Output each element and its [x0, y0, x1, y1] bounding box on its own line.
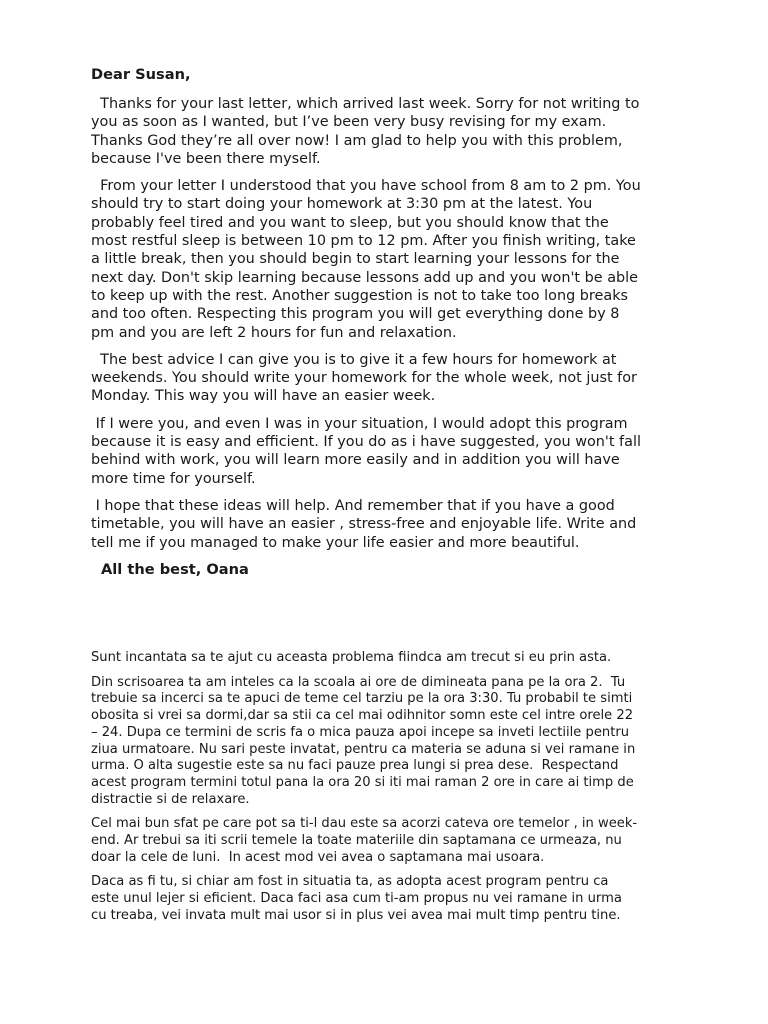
ro-paragraph-if-i-were-you: Daca as fi tu, si chiar am fost in situatia ta, as adopta acest program pentru ca este unul lejer si eficient. Daca faci asa cum ti-am propus nu vei ramane in urma cu treaba, vei invata mult mai usor si in plus vei avea mai mult timp pentru tine.	[91, 874, 622, 923]
paragraph-if-i-were-you: If I were you, and even I was in your situation, I would adopt this program because it is easy and efficient. If you do as i have suggested, you won't fall behind with work, you will learn more easily and in addition you will have more time for yourself.	[91, 415, 641, 487]
paragraph-weekend-advice: The best advice I can give you is to give it a few hours for homework at weekends. You should write your homework for the whole week, not just for Monday. This way you will have an easier week.	[91, 351, 637, 405]
salutation: Dear Susan,	[91, 66, 191, 83]
english-letter	[91, 66, 691, 579]
signoff: All the best, Oana	[101, 560, 249, 578]
paragraph-schedule: From your letter I understood that you have school from 8 am to 2 pm. You should try to start doing your homework at 3:30 pm at the latest. You probably feel tired and you want to sleep, but you should know that the most restful sleep is between 10 pm to 12 pm. After you finish writing, take a little break, then you should begin to start learning your lessons for the next day. Don't skip learning because lessons add up and you won't be able to keep up with the rest. Another suggestion is not to take too long breaks and too often. Respecting this program you will get everything done by 8 pm and you are left 2 hours for fun and relaxation.	[91, 178, 641, 341]
romanian-letter	[91, 650, 691, 933]
ro-paragraph-intro: Sunt incantata sa te ajut cu aceasta problema fiindca am trecut si eu prin asta.	[91, 650, 612, 665]
paragraph-thanks: Thanks for your last letter, which arrived last week. Sorry for not writing to you as soon as I wanted, but I’ve been very busy revising for my exam. Thanks God they’re all over now! I am glad to help you with this problem, because I've been there myself.	[91, 96, 640, 167]
ro-paragraph-schedule: Din scrisoarea ta am inteles ca la scoala ai ore de dimineata pana pe la ora 2. Tu trebuie sa incerci sa te apuci de teme cel tarziu pe la ora 3:30. Tu probabil te simti obosita si vrei sa dormi,dar sa stii ca cel mai odihnitor somn este cel intre orele 22 – 24. Dupa ce termini de scris fa o mica pauza apoi incepe sa inveti lectiile pentru ziua urmatoare. Nu sari peste invatat, pentru ca materia se aduna si vei ramane in urma. O alta sugestie este sa nu faci pauze prea lungi si prea dese. Respectand acest program termini totul pana la ora 20 si iti mai raman 2 ore in care ai timp de distractie si de relaxare.	[91, 674, 636, 807]
paragraph-closing: I hope that these ideas will help. And remember that if you have a good timetable, you will have an easier , stress-free and enjoyable life. Write and tell me if you managed to make your life easier and more beautiful.	[91, 497, 637, 551]
ro-paragraph-weekend-advice: Cel mai bun sfat pe care pot sa ti-l dau este sa acorzi cateva ore temelor , in week- end. Ar trebui sa iti scrii temele la toate materiile din saptamana ce urmeaza, nu doar la cele de luni. In acest mod vei avea o saptamana mai usoara.	[91, 816, 638, 865]
